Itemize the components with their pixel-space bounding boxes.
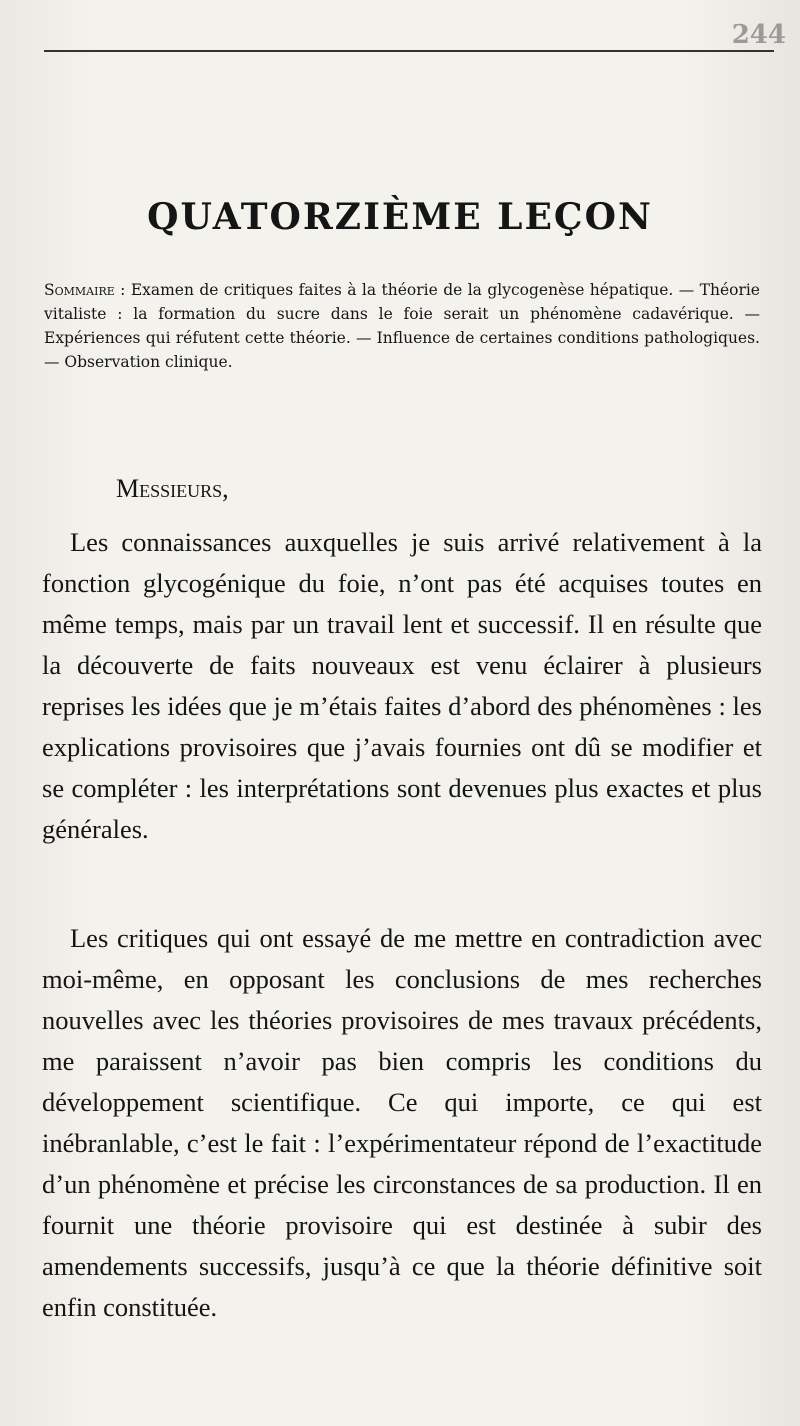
body-paragraph-1: Les connaissances auxquelles je suis arrivé relativement à la fonction glycogénique du foie, n’ont pas été acquises toutes en même temps, mais par un travail lent et successif. Il en résulte que la découverte de faits nouveaux est venu éclairer à plusieurs reprises les idées que je m’étais faites d’abord des phénomènes : les explications provisoires que j’avais fournies ont dû se modifier et se compléter : les interprétations sont devenues plus exactes et plus générales. bbox=[42, 527, 762, 844]
summary-text: : Examen de critiques faites à la théorie de la glycogenèse hépatique. — Théorie vitaliste : la formation du sucre dans le foie serait un phénomène cadavérique. — Expériences qui réfutent cette théorie. — Influence de certaines conditions pathologiques. — Observation clinique. bbox=[44, 281, 760, 371]
salutation: Messieurs, bbox=[116, 474, 229, 503]
header-rule bbox=[44, 50, 774, 52]
chapter-title: QUATORZIÈME LEÇON bbox=[147, 196, 653, 238]
page-number: 244 bbox=[731, 20, 786, 50]
summary-label: Sommaire bbox=[44, 281, 115, 299]
chapter-summary bbox=[44, 278, 760, 374]
body-paragraph-2: Les critiques qui ont essayé de me mettre en contradiction avec moi-même, en opposant les conclusions de mes recherches nouvelles avec les théories provisoires de mes travaux précédents, me paraissent n’avoir pas bien compris les conditions du développement scientifique. Ce qui importe, ce qui est inébranlable, c’est le fait : l’expérimentateur répond de l’exactitude d’un phénomène et précise les circonstances de sa production. Il en fournit une théorie provisoire qui est destinée à subir des amendements successifs, jusqu’à ce que la théorie définitive soit enfin constituée. bbox=[42, 923, 762, 1322]
